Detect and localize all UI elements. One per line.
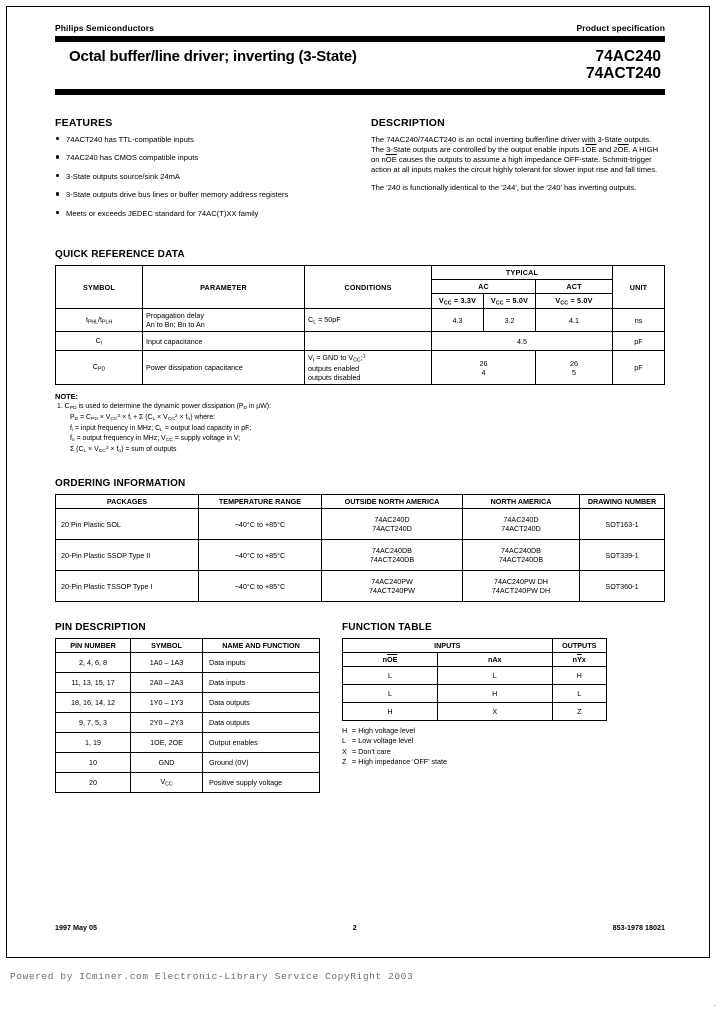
part-number-ac: 74AC240 <box>595 48 661 65</box>
unit-ns: ns <box>613 309 665 332</box>
outputs-enabled: outputs enabled <box>308 363 360 373</box>
note-text: is used to determine the dynamic power dissipation (P <box>76 402 244 410</box>
cell-name-function: Data inputs <box>203 673 320 693</box>
part-ac: 74AC240PW DH <box>494 577 548 587</box>
cell-drawing: SOT163-1 <box>580 509 665 540</box>
cc-subscript: CC <box>110 416 118 422</box>
times-v: × V <box>97 413 111 421</box>
function-table-heading: FUNCTION TABLE <box>342 622 432 634</box>
times-v2: × V <box>155 413 168 421</box>
part-act: 74ACT240DB <box>369 555 415 565</box>
x-suffix: x <box>581 655 586 665</box>
page-frame <box>6 6 710 958</box>
table-header-row <box>343 653 607 667</box>
value-input-capacitance: 4.5 <box>432 332 613 351</box>
cell-outside-na <box>322 571 463 602</box>
cell-na <box>463 540 580 571</box>
n-prefix: n <box>382 655 387 665</box>
f-symbol: f <box>70 424 72 432</box>
features-section <box>55 117 349 227</box>
table-row <box>56 540 665 571</box>
cell-pin-numbers: 9, 7, 5, 3 <box>56 713 131 733</box>
c-symbol: C <box>95 336 101 346</box>
cell-symbol: 2Y0 – 2Y3 <box>131 713 203 733</box>
table-row <box>56 653 320 673</box>
quick-reference-heading: QUICK REFERENCE DATA <box>55 249 185 261</box>
c-symbol: C <box>308 315 314 325</box>
function-table <box>342 638 607 721</box>
freq-text: = output frequency in MHz; V <box>74 435 166 443</box>
legend-item <box>342 726 607 736</box>
description-section <box>371 117 665 227</box>
i-subscript: I <box>100 340 103 347</box>
cell-name-function: Data outputs <box>203 713 320 733</box>
footer-page-number: 2 <box>352 923 357 932</box>
list-item: 74AC240 has CMOS compatible inputs <box>55 153 349 162</box>
sum-c: + Σ (C <box>131 413 153 421</box>
cc-subscript: CC <box>165 438 173 444</box>
d-subscript: D <box>74 416 79 422</box>
cell-symbol-vcc <box>131 773 203 793</box>
voltage-value: = 3.3V <box>451 296 477 306</box>
value-ac-50: 3.2 <box>484 309 536 332</box>
cc-subscript: CC <box>560 300 569 307</box>
group-inputs: INPUTS <box>343 639 553 653</box>
part-ac: 74AC240D <box>374 515 410 525</box>
cell-name-function: Data outputs <box>203 693 320 713</box>
overline-oe-1: $\overline{OE}$ <box>585 144 597 154</box>
cell-pin-numbers: 2, 4, 6, 8 <box>56 653 131 673</box>
col-symbol: SYMBOL <box>56 266 143 309</box>
col-noe <box>343 653 438 667</box>
table-row <box>343 685 607 703</box>
page-header <box>55 23 665 33</box>
function-table-legend <box>342 726 607 768</box>
i-subscript: I <box>312 357 315 364</box>
quick-reference-table <box>55 265 665 385</box>
voltage-value: = 5.0V <box>568 296 593 306</box>
cc-subscript: CC <box>165 781 173 788</box>
cell-package: 20-Pin Plastic SSOP Type II <box>56 540 199 571</box>
cl-value: = 50pF <box>316 315 341 325</box>
value-act-cpd <box>536 351 613 384</box>
v-symbol: V <box>160 777 166 787</box>
table-row <box>56 332 665 351</box>
v-symbol: V <box>308 353 313 363</box>
cell-name-function: Data inputs <box>203 653 320 673</box>
legend-key: H <box>342 726 348 736</box>
supply-text: = supply voltage in V; <box>172 435 241 443</box>
cell-name-function: Ground (0V) <box>203 753 320 773</box>
legend-item <box>342 757 607 767</box>
times-f: × f <box>120 413 131 421</box>
desc-text-a: The 74AC240/74ACT240 is an octal inverting buffer/line driver with 3-State outputs. The 3-State outputs are controlled by the output enable inputs 1 <box>371 134 652 154</box>
value-act-50: 4.1 <box>536 309 613 332</box>
desc-text-c: . A HIGH on n <box>371 144 659 164</box>
pd-subscript: PD <box>98 366 106 373</box>
pd-subscript: PD <box>69 406 77 412</box>
cell-na <box>463 571 580 602</box>
watermark-text: Powered by ICminer.com Electronic-Library Service CopyRight 2003 <box>10 971 414 982</box>
table-header-row <box>56 266 665 280</box>
note-heading: NOTE: <box>55 391 78 401</box>
table-row <box>56 673 320 693</box>
row-conditions-vi <box>305 351 432 384</box>
col-nyx <box>552 653 606 667</box>
legend-text: = Don't care <box>352 746 391 756</box>
unit-pf: pF <box>613 332 665 351</box>
outputs-disabled: outputs disabled <box>308 372 361 382</box>
part-act: 74ACT240D <box>372 524 412 534</box>
table-row <box>56 309 665 332</box>
legend-text: = Low voltage level <box>352 736 414 746</box>
note-line-2 <box>55 413 665 424</box>
cell-temperature: −40°C to +85°C <box>199 571 322 602</box>
cpd-enabled: 26 <box>570 358 578 368</box>
col-drawing-number: DRAWING NUMBER <box>580 495 665 509</box>
cell-pin-numbers: 10 <box>56 753 131 773</box>
list-item: 3-State outputs drive bus lines or buffer memory address registers <box>55 190 349 199</box>
desc-text-d: causes the outputs to assume a high impedance OFF-state. Schmitt-trigger action at all inputs makes the circuit highly tolerant for slower input rise and fall times. <box>371 154 658 174</box>
cell-noe: L <box>343 667 438 685</box>
col-temperature-range: TEMPERATURE RANGE <box>199 495 322 509</box>
v-symbol: V <box>438 296 444 306</box>
t-symbol: t <box>85 315 88 325</box>
o-subscript: o <box>118 449 122 455</box>
cell-nax: H <box>438 685 553 703</box>
corner-mark: · <box>713 1001 716 1010</box>
v-symbol: V <box>555 296 561 306</box>
col-parameter: PARAMETER <box>143 266 305 309</box>
part-ac: 74AC240D <box>503 515 539 525</box>
l-subscript: L <box>152 416 156 422</box>
table-header-row <box>343 639 607 653</box>
table-header-row <box>56 639 320 653</box>
col-nax: nAx <box>438 653 553 667</box>
cell-drawing: SOT339-1 <box>580 540 665 571</box>
group-act: ACT <box>536 280 613 294</box>
cpd-enabled: 26 <box>479 358 488 368</box>
pin-description-heading: PIN DESCRIPTION <box>55 622 146 634</box>
table-row <box>56 693 320 713</box>
where-text: ) where: <box>190 413 216 421</box>
legend-item <box>342 736 607 746</box>
param-line-1: Propagation delay <box>146 311 204 321</box>
col-packages: PACKAGES <box>56 495 199 509</box>
p-symbol: P <box>70 413 75 421</box>
part-act: 74ACT240DB <box>498 555 544 565</box>
voltage-value: = 5.0V <box>503 296 529 306</box>
legend-key: Z <box>342 757 347 767</box>
note-line-5 <box>55 445 665 456</box>
o-subscript: o <box>71 438 75 444</box>
cell-pin-numbers: 20 <box>56 773 131 793</box>
col-conditions: CONDITIONS <box>305 266 432 309</box>
row-conditions-empty <box>305 332 432 351</box>
cell-outside-na <box>322 509 463 540</box>
c-symbol: C <box>92 362 98 372</box>
cpd-disabled: 4 <box>481 367 486 377</box>
part-ac: 74AC240DB <box>501 546 541 556</box>
col-outside-north-america: OUTSIDE NORTH AMERICA <box>322 495 463 509</box>
col-typical: TYPICAL <box>432 266 613 280</box>
l-subscript: L <box>83 449 87 455</box>
cell-nax: X <box>438 703 553 721</box>
overline-y: $\overline{Y}$ <box>577 655 582 665</box>
part-ac: 74AC240DB <box>372 546 412 556</box>
table-row <box>56 509 665 540</box>
table-row <box>56 713 320 733</box>
list-item: 3-State outputs source/sink 24mA <box>55 172 349 181</box>
times-f2: × f <box>177 413 188 421</box>
table-row <box>56 753 320 773</box>
cell-pin-numbers: 18, 16, 14, 12 <box>56 693 131 713</box>
part-act: 74ACT240D <box>501 524 541 534</box>
note-line-4 <box>55 434 665 445</box>
document-type: Product specification <box>576 23 665 33</box>
cell-symbol: 1A0 – 1A3 <box>131 653 203 673</box>
part-act: 74ACT240PW <box>369 586 415 596</box>
overline-oe-3: $\overline{OE}$ <box>385 154 397 164</box>
cc-subscript: CC <box>443 300 452 307</box>
row-symbol-ci <box>56 332 143 351</box>
value-ac-33: 4.3 <box>432 309 484 332</box>
cell-symbol: 1OE, 2OE <box>131 733 203 753</box>
description-paragraph-1 <box>371 135 665 175</box>
cell-name-function: Positive supply voltage <box>203 773 320 793</box>
note-c: 1. C <box>57 402 70 410</box>
table-row <box>343 703 607 721</box>
cc-subscript: CC <box>98 449 106 455</box>
o-subscript: o <box>187 416 191 422</box>
cell-name-function: Output enables <box>203 733 320 753</box>
sigma-c: Σ (C <box>70 446 84 454</box>
note-line-3 <box>55 424 665 435</box>
note-ref: 1 <box>362 354 366 361</box>
phl-subscript: PHL <box>87 319 98 326</box>
overline-oe: $\overline{OE}$ <box>387 655 398 665</box>
cc-subscript: CC <box>167 416 175 422</box>
f-symbol: f <box>70 435 72 443</box>
table-row <box>56 773 320 793</box>
cell-na <box>463 509 580 540</box>
value-ac-cpd <box>432 351 536 384</box>
legend-key: X <box>342 746 347 756</box>
cell-noe: H <box>343 703 438 721</box>
cell-symbol: 1Y0 – 1Y3 <box>131 693 203 713</box>
table-row <box>56 351 665 384</box>
i-subscript: i <box>71 427 74 433</box>
overline-oe-2: $\overline{OE}$ <box>617 144 629 154</box>
cell-pin-numbers: 1, 19 <box>56 733 131 753</box>
col-unit: UNIT <box>613 266 665 309</box>
row-conditions-cl <box>305 309 432 332</box>
row-symbol-cpd <box>56 351 143 384</box>
cell-temperature: −40°C to +85°C <box>199 509 322 540</box>
legend-text: = High voltage level <box>352 726 415 736</box>
row-symbol-tphl <box>56 309 143 332</box>
legend-item <box>342 747 607 757</box>
cond-act-50 <box>536 294 613 309</box>
cell-outside-na <box>322 540 463 571</box>
pin-description-table <box>55 638 320 793</box>
description-heading: DESCRIPTION <box>371 116 445 129</box>
company-name: Philips Semiconductors <box>55 23 155 33</box>
ordering-heading: ORDERING INFORMATION <box>55 478 186 490</box>
note-line-1 <box>55 402 665 413</box>
slash-t: /t <box>98 315 102 325</box>
cell-nax: L <box>438 667 553 685</box>
pd-subscript: PD <box>91 416 98 422</box>
cond-ac-33 <box>432 294 484 309</box>
i-subscript: i <box>130 416 132 422</box>
cell-drawing: SOT360-1 <box>580 571 665 602</box>
table-row <box>56 571 665 602</box>
cell-symbol: 2A0 – 2A3 <box>131 673 203 693</box>
features-list <box>55 135 349 218</box>
function-table-section <box>342 622 607 793</box>
eq-c: = C <box>78 413 92 421</box>
page-footer <box>55 923 665 932</box>
times-v: × V <box>86 446 99 454</box>
cond-ac-50 <box>484 294 536 309</box>
legend-key: L <box>342 736 346 746</box>
col-north-america: NORTH AMERICA <box>463 495 580 509</box>
list-item: Meets or exceeds JEDEC standard for 74AC(T)XX family <box>55 209 349 218</box>
unit-pf: pF <box>613 351 665 384</box>
note-block <box>55 392 665 456</box>
col-name-function: NAME AND FUNCTION <box>203 639 320 653</box>
description-paragraph-2: The '240 is functionally identical to the '244', but the '240' has inverting outputs. <box>371 183 637 193</box>
cell-pin-numbers: 11, 13, 15, 17 <box>56 673 131 693</box>
cell-noe: L <box>343 685 438 703</box>
footer-date: 1997 May 05 <box>55 923 97 932</box>
semicolon: ; <box>360 353 363 363</box>
part-numbers <box>586 48 665 83</box>
plh-subscript: PLH <box>102 319 113 326</box>
part-ac: 74AC240PW <box>371 577 413 587</box>
row-parameter-powerdiss: Power dissipation capacitance <box>143 351 305 384</box>
cell-package: 20-Pin Plastic TSSOP Type I <box>56 571 199 602</box>
freq-text: = input frequency in MHz; C <box>73 424 161 432</box>
cc-subscript: CC <box>353 357 361 364</box>
n-prefix: n <box>572 655 578 665</box>
footer-doc-number: 853-1978 18021 <box>612 923 665 932</box>
param-line-2: An to Bn; Bn to An <box>146 320 205 330</box>
page-title: Octal buffer/line driver; inverting (3-State) <box>69 48 357 65</box>
col-symbol: SYMBOL <box>131 639 203 653</box>
header-rule-bottom <box>55 89 665 95</box>
gnd-text: = GND to V <box>314 353 354 363</box>
part-number-act: 74ACT240 <box>586 65 661 83</box>
group-ac: AC <box>432 280 536 294</box>
l-subscript: L <box>160 427 163 433</box>
row-parameter-propdelay <box>143 309 305 332</box>
cell-package: 20 Pin Plastic SOL <box>56 509 199 540</box>
features-heading: FEATURES <box>55 116 113 129</box>
squared: 2 <box>117 413 121 419</box>
desc-text-b: and 2 <box>596 144 618 154</box>
v-symbol: V <box>490 296 496 306</box>
table-header-row <box>56 495 665 509</box>
d-subscript: D <box>243 406 248 412</box>
pin-description-section <box>55 622 320 793</box>
group-outputs: OUTPUTS <box>552 639 606 653</box>
ordering-table <box>55 494 665 602</box>
part-act: 74ACT240PW DH <box>491 586 551 596</box>
cap-text: = output load capacity in pF; <box>162 424 252 432</box>
times-f: × f <box>108 446 119 454</box>
col-pin-number: PIN NUMBER <box>56 639 131 653</box>
legend-text: = High impedance ‘OFF’ state <box>352 757 448 767</box>
note-text-end: in µW): <box>247 402 271 410</box>
l-subscript: L <box>313 319 317 326</box>
cpd-disabled: 5 <box>572 367 576 377</box>
squared: 2 <box>174 413 178 419</box>
sum-text: ) = sum of outputs <box>121 446 177 454</box>
list-item: 74ACT240 has TTL-compatible inputs <box>55 135 349 144</box>
cell-nyx: Z <box>552 703 606 721</box>
cell-symbol: GND <box>131 753 203 773</box>
cc-subscript: CC <box>495 300 504 307</box>
squared: 2 <box>105 445 109 451</box>
cell-temperature: −40°C to +85°C <box>199 540 322 571</box>
table-row <box>343 667 607 685</box>
row-parameter-inputcap: Input capacitance <box>143 332 305 351</box>
cell-nyx: H <box>552 667 606 685</box>
cell-nyx: L <box>552 685 606 703</box>
table-row <box>56 733 320 753</box>
